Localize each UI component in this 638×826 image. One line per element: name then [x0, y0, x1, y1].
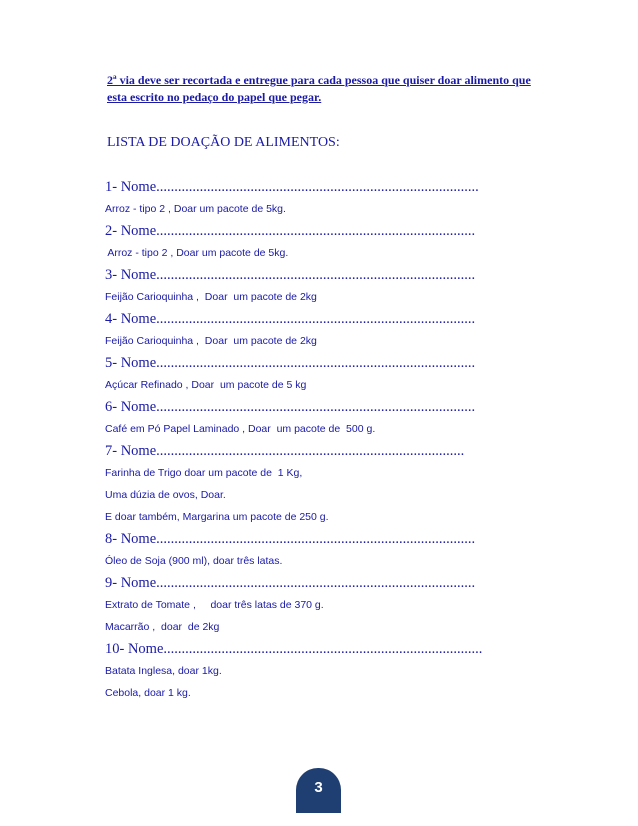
entry-food-item: Macarrão , doar de 2kg [105, 621, 220, 633]
entry-food-item: Feijão Carioquinha , Doar um pacote de 2kg [105, 335, 317, 347]
entry-name-line: 5- Nome........................................................................................ [105, 355, 476, 371]
list-title: LISTA DE DOAÇÃO DE ALIMENTOS: [107, 135, 340, 150]
entry-name-line: 9- Nome........................................................................................ [105, 575, 476, 591]
entry-food-item: Arroz - tipo 2 , Doar um pacote de 5kg. [105, 203, 286, 215]
entry-food-item: Farinha de Trigo doar um pacote de 1 Kg, [105, 467, 303, 479]
entry-food-item: Açúcar Refinado , Doar um pacote de 5 kg [105, 379, 307, 391]
entry-name-line: 3- Nome........................................................................................ [105, 267, 476, 283]
entry-food-item: Café em Pó Papel Laminado , Doar um pacote de 500 g. [105, 423, 376, 435]
page-number-badge: 3 [296, 768, 341, 813]
entry-name-line: 6- Nome........................................................................................ [105, 399, 476, 415]
entry-name-line: 1- Nome......................................................................................... [105, 179, 479, 195]
entry-food-item: Cebola, doar 1 kg. [105, 687, 191, 699]
donation-list [105, 176, 525, 704]
entry-name-line: 4- Nome........................................................................................ [105, 311, 476, 327]
donation-entry [105, 308, 525, 352]
donation-entry [105, 176, 525, 220]
entry-food-item: Arroz - tipo 2 , Doar um pacote de 5kg. [105, 247, 289, 259]
donation-entry [105, 352, 525, 396]
donation-entry [105, 264, 525, 308]
donation-entry [105, 440, 525, 528]
donation-entry [105, 528, 525, 572]
entry-food-item: Feijão Carioquinha , Doar um pacote de 2kg [105, 291, 317, 303]
entry-name-line: 7- Nome..................................................................................... [105, 443, 465, 459]
entry-food-item: Óleo de Soja (900 ml), doar três latas. [105, 555, 283, 567]
entry-food-item: Batata Inglesa, doar 1kg. [105, 665, 222, 677]
entry-name-line: 8- Nome........................................................................................ [105, 531, 476, 547]
entry-name-line: 10- Nome........................................................................................ [105, 641, 483, 657]
entry-food-item: Extrato de Tomate , doar três latas de 370 g. [105, 599, 324, 611]
donation-entry [105, 638, 525, 704]
donation-entry [105, 220, 525, 264]
cut-notice: 2ª via deve ser recortada e entregue para cada pessoa que quiser doar alimento que esta escrito no pedaço do papel que pegar. [107, 73, 531, 104]
entry-food-item: E doar também, Margarina um pacote de 250 g. [105, 511, 329, 523]
donation-entry [105, 572, 525, 638]
donation-entry [105, 396, 525, 440]
entry-name-line: 2- Nome........................................................................................ [105, 223, 476, 239]
entry-food-item: Uma dúzia de ovos, Doar. [105, 489, 226, 501]
